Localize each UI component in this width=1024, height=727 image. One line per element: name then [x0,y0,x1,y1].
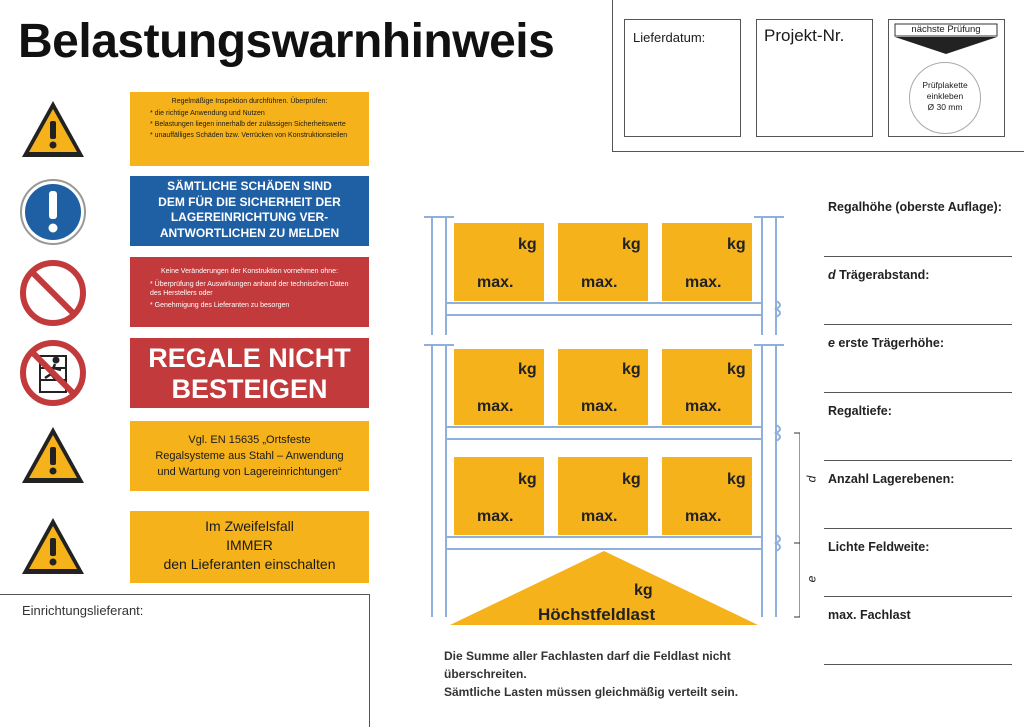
mandatory-info-icon [18,177,88,247]
field-rack-depth[interactable] [828,404,1012,461]
field-first-beam-height-line [824,392,1012,393]
norm-line-1: Vgl. EN 15635 „Ortsfeste [188,434,311,446]
field-max-shelf-load-label [828,608,1012,622]
field-rack-depth-label [828,404,1012,418]
load-note [444,647,738,701]
inspection-item-3: * unauffälliges Schäden bzw. Verrücken von Konstruktionsteilen [150,132,348,139]
damage-report-panel [130,176,369,246]
doubt-line-1: Im Zweifelsfall [205,518,294,534]
delivery-date-label: Lieferdatum: [633,30,706,45]
max-label-r1c3: max. [685,274,722,291]
damage-line-1: SÄMTLICHE SCHÄDEN SIND [167,179,332,193]
supplier-box[interactable] [0,594,370,727]
max-label-r2c1: max. [477,398,514,415]
no-change-item-1: * Überprüfung der Auswirkungen anhand der technischen Daten des Herstellers oder [150,281,349,297]
no-change-item-1-text: Überprüfung der Auswirkungen anhand der technischen Daten des Herstellers oder [150,281,349,297]
field-clear-width-text: Lichte Feldweite: [828,540,930,554]
field-rack-height-line [824,256,1012,257]
field-clear-width-line [824,596,1012,597]
sticker-line-1: Prüfplakette [922,80,968,90]
note-line-3: Sämtliche Lasten müssen gleichmäßig verteilt sein. [444,685,739,699]
field-clear-width[interactable] [828,540,1012,597]
page-title: Belastungswarnhinweis [18,15,555,68]
field-storage-levels-label [828,472,1012,486]
supplier-label: Einrichtungslieferant: [22,603,144,618]
damage-line-4: ANTWORTLICHEN ZU MELDEN [159,225,340,240]
dimension-d-label: d [804,475,819,483]
norm-reference-panel [130,421,369,491]
field-max-shelf-load[interactable] [828,608,1012,665]
kg-label-r2c3: kg [727,361,746,378]
field-rack-height[interactable] [828,200,1012,257]
field-first-beam-height-text: erste Trägerhöhe: [834,336,945,350]
dimension-lines [794,433,800,617]
max-label-r2c2: max. [581,398,618,415]
max-label-r3c2: max. [581,508,618,525]
no-climb-line-2: BESTEIGEN [171,374,328,404]
damage-line-3: LAGEREINRICHTUNG VER- [170,210,329,224]
next-inspection-box [888,19,1005,137]
kg-label-r3c1: kg [518,471,537,488]
no-change-item-2: * Genehmigung des Lieferanten zu besorgen [150,302,290,309]
max-label-r3c3: max. [685,508,722,525]
field-rack-depth-line [824,460,1012,461]
project-number-label: Projekt-Nr. [764,26,845,45]
field-first-beam-height-prefix: e [828,336,835,350]
dimension-e-label: e [804,575,819,583]
doubt-line-3: den Lieferanten einschalten [163,556,336,572]
field-beam-spacing-label [828,268,1012,282]
damage-line-2: DEM FÜR DIE SICHERHEIT DER [158,194,341,209]
note-line-1: Die Summe aller Fachlasten darf die Feldlast nicht [444,649,731,663]
inspection-panel [130,92,369,166]
inspection-item-3-text: unauffälliges Schäden bzw. Verrücken von Konstruktionsteilen [154,132,348,139]
prohibition-icon [18,258,88,328]
field-storage-levels[interactable] [828,472,1012,529]
field-first-beam-height-label [828,336,1012,350]
kg-label-r1c1: kg [518,236,537,253]
field-kg-label: kg [634,582,653,599]
field-beam-spacing[interactable] [828,268,1012,325]
no-climbing-panel [130,338,369,408]
kg-label-r3c3: kg [727,471,746,488]
kg-label-r2c2: kg [622,361,641,378]
project-number-box[interactable] [756,19,873,137]
sticker-line-3: Ø 30 mm [927,102,963,112]
kg-label-r1c3: kg [727,236,746,253]
norm-line-2: Regalsysteme aus Stahl – Anwendung [155,450,344,462]
inspection-item-2-text: Belastungen liegen innerhalb der zulässigen Sicherheitswerte [154,121,346,128]
no-climbing-icon [18,338,88,408]
inspection-item-2: * Belastungen liegen innerhalb der zulässigen Sicherheitswerte [150,121,346,128]
field-max-shelf-load-line [824,664,1012,665]
doubt-panel [130,511,369,583]
warning-triangle-icon-2 [18,421,88,491]
sticker-line-2: einkleben [926,91,964,101]
max-label-r2c3: max. [685,398,722,415]
field-storage-levels-text: Anzahl Lagerebenen: [828,472,955,486]
kg-label-r3c2: kg [622,471,641,488]
delivery-date-box[interactable] [624,19,741,137]
warning-triangle-icon [18,95,88,165]
field-beam-spacing-prefix: d [828,268,836,282]
field-max-shelf-load-text: max. Fachlast [828,608,911,622]
field-first-beam-height[interactable] [828,336,1012,393]
max-label-r1c2: max. [581,274,618,291]
field-rack-height-label [828,200,1012,214]
max-label-r3c1: max. [477,508,514,525]
inspection-sticker-circle [909,62,981,134]
inspection-item-1-text: die richtige Anwendung und Nutzen [154,110,265,117]
inspection-title: Regelmäßige Inspektion durchführen. Überprüfen: [171,98,328,105]
no-change-item-2-text: Genehmigung des Lieferanten zu besorgen [154,302,290,309]
field-clear-width-label [828,540,1012,554]
max-label-r1c1: max. [477,274,514,291]
no-modification-panel [130,257,369,327]
no-climb-line-1: REGALE NICHT [148,343,351,373]
norm-line-3: und Wartung von Lagereinrichtungen“ [157,466,342,478]
field-rack-depth-text: Regaltiefe: [828,404,892,418]
field-load-label: Höchstfeldlast [538,605,656,624]
field-rack-height-text: Regalhöhe (oberste Auflage): [828,200,1002,214]
next-inspection-label: nächste Prüfung [911,24,981,35]
note-line-2: überschreiten. [444,667,527,681]
field-beam-spacing-text: Trägerabstand: [835,268,930,282]
inspection-item-1: * die richtige Anwendung und Nutzen [150,110,265,117]
kg-label-r2c1: kg [518,361,537,378]
field-storage-levels-line [824,528,1012,529]
no-change-title: Keine Veränderungen der Konstruktion vornehmen ohne: [160,268,339,275]
warning-triangle-icon-3 [18,512,88,582]
field-beam-spacing-line [824,324,1012,325]
doubt-line-2: IMMER [226,537,273,553]
kg-label-r1c2: kg [622,236,641,253]
